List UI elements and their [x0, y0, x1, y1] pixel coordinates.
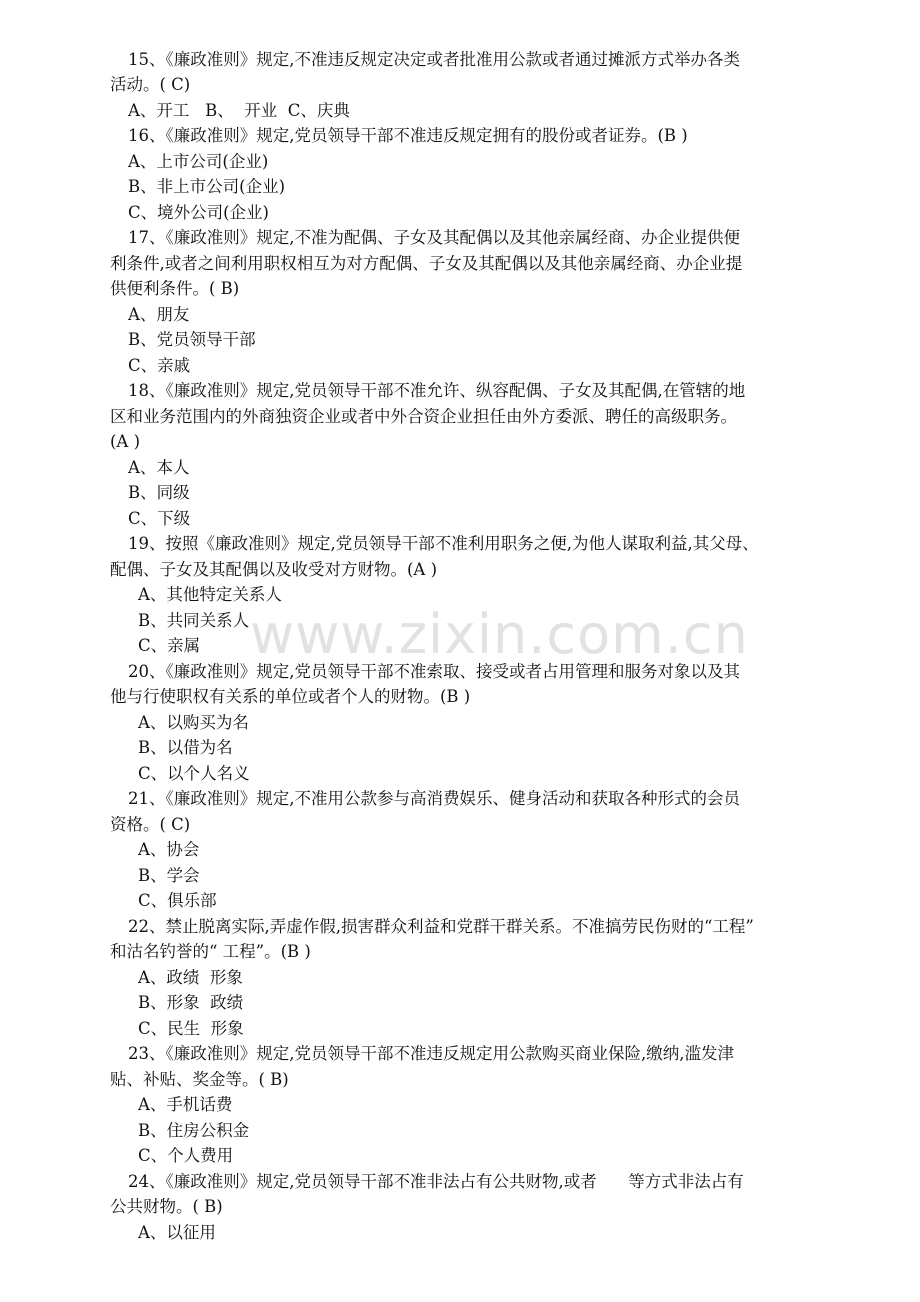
- q17-option-a: A、朋友: [128, 305, 190, 324]
- q24-line1: 24、《廉政准则》规定,党员领导干部不准非法占有公共财物,或者 等方式非法占有: [128, 1172, 744, 1191]
- q22-line1: 22、禁止脱离实际,弄虚作假,损害群众利益和党群干群关系。不准搞劳民伤财的“工程”: [128, 917, 754, 936]
- q21-option-a: A、协会: [138, 840, 200, 859]
- q23-option-a: A、手机话费: [138, 1095, 233, 1114]
- q17-line1: 17、《廉政准则》规定,不准为配偶、子女及其配偶以及其他亲属经商、办企业提供便: [128, 228, 740, 247]
- q15-line2: 活动。( C): [110, 75, 191, 94]
- q20-option-a: A、以购买为名: [138, 713, 249, 732]
- q22-option-a: A、政绩 形象: [138, 968, 243, 987]
- q22-option-c: C、民生 形象: [138, 1019, 244, 1038]
- q17-option-c: C、亲戚: [128, 356, 191, 375]
- q23-line1: 23、《廉政准则》规定,党员领导干部不准违反规定用公款购买商业保险,缴纳,滥发津: [128, 1044, 734, 1063]
- q16-line1: 16、《廉政准则》规定,党员领导干部不准违反规定拥有的股份或者证券。(B ): [128, 126, 688, 145]
- q24-line2: 公共财物。( B): [110, 1197, 223, 1216]
- q19-option-b: B、共同关系人: [138, 611, 250, 630]
- q15-options: A、开工 B、 开业 C、庆典: [128, 101, 350, 120]
- q18-line3: (A ): [110, 432, 141, 451]
- q18-option-a: A、本人: [128, 458, 190, 477]
- q19-option-c: C、亲属: [138, 636, 201, 655]
- watermark: www.zixin.com.cn: [250, 603, 749, 666]
- q22-line2: 和沽名钓誉的“ 工程”。(B ): [110, 942, 311, 961]
- q17-line3: 供便利条件。( B): [110, 279, 240, 298]
- q16-option-a: A、上市公司(企业): [128, 152, 269, 171]
- q24-option-a: A、以征用: [138, 1223, 216, 1242]
- q23-option-c: C、个人费用: [138, 1146, 234, 1165]
- q20-option-c: C、以个人名义: [138, 764, 250, 783]
- q20-line2: 他与行使职权有关系的单位或者个人的财物。(B ): [110, 687, 471, 706]
- q17-option-b: B、党员领导干部: [128, 330, 256, 349]
- q20-option-b: B、以借为名: [138, 738, 233, 757]
- q23-line2: 贴、补贴、奖金等。( B): [110, 1070, 289, 1089]
- q18-line1: 18、《廉政准则》规定,党员领导干部不准允许、纵容配偶、子女及其配偶,在管辖的地: [128, 381, 746, 400]
- q21-line1: 21、《廉政准则》规定,不准用公款参与高消费娱乐、健身活动和获取各种形式的会员: [128, 789, 740, 808]
- q20-line1: 20、《廉政准则》规定,党员领导干部不准索取、接受或者占用管理和服务对象以及其: [128, 662, 740, 681]
- q18-option-b: B、同级: [128, 483, 190, 502]
- q17-line2: 利条件,或者之间利用职权相互为对方配偶、子女及其配偶以及其他亲属经商、办企业提: [110, 254, 743, 273]
- q23-option-b: B、住房公积金: [138, 1121, 250, 1140]
- q21-option-c: C、俱乐部: [138, 891, 217, 910]
- q22-option-b: B、形象 政绩: [138, 993, 244, 1012]
- q19-option-a: A、其他特定关系人: [138, 585, 282, 604]
- q16-option-c: C、境外公司(企业): [128, 203, 269, 222]
- q19-line1: 19、按照《廉政准则》规定,党员领导干部不准利用职务之便,为他人谋取利益,其父母、: [128, 534, 759, 553]
- q21-line2: 资格。( C): [110, 815, 191, 834]
- q18-line2: 区和业务范围内的外商独资企业或者中外合资企业担任由外方委派、聘任的高级职务。: [110, 407, 737, 426]
- q19-line2: 配偶、子女及其配偶以及收受对方财物。(A ): [110, 560, 438, 579]
- q18-option-c: C、下级: [128, 509, 191, 528]
- q21-option-b: B、学会: [138, 866, 200, 885]
- q15-line1: 15、《廉政准则》规定,不准违反规定决定或者批准用公款或者通过摊派方式举办各类: [128, 50, 740, 69]
- q16-option-b: B、非上市公司(企业): [128, 177, 285, 196]
